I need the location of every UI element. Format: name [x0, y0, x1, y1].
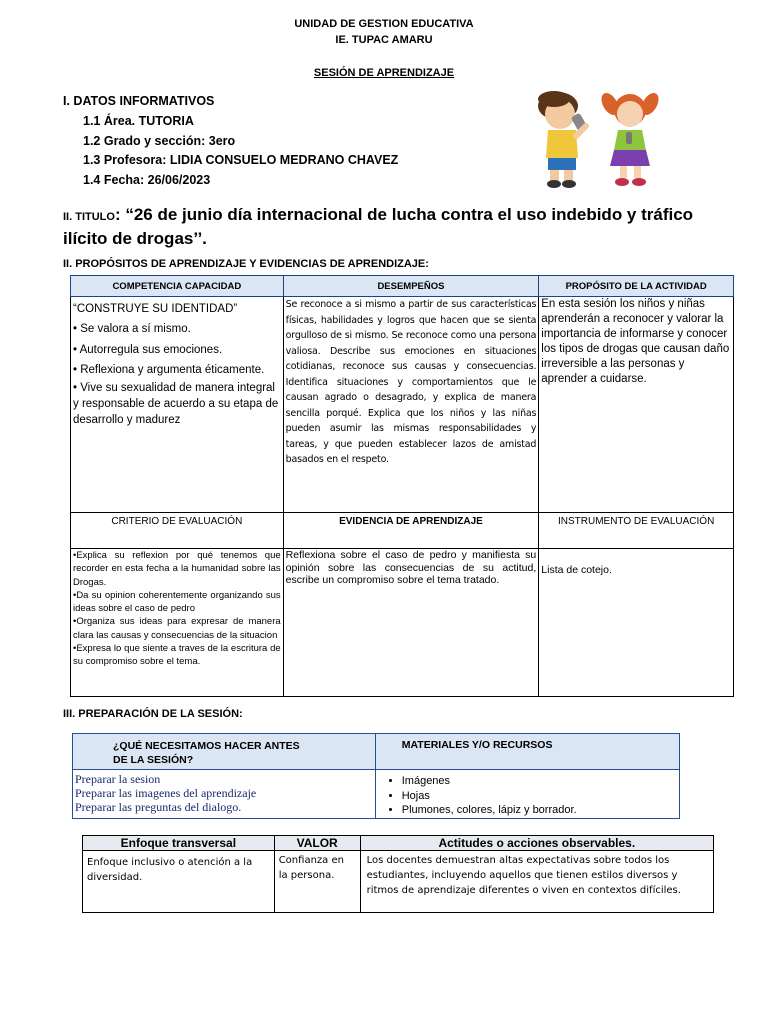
col-antes: ¿QUÉ NECESITAMOS HACER ANTES DE LA SESIÓN? [73, 734, 376, 770]
competencia-title: “CONSTRUYE SU IDENTIDAD” [73, 303, 238, 315]
actitudes-cell: Los docentes demuestran altas expectativas sobre todos los estudiantes, incluyendo aquellos que tienen estilos diversos y ritmos de aprendizaje diferentes o viven en contextos difíciles. [360, 851, 713, 913]
school-unit: UNIDAD DE GESTION EDUCATIVA [294, 18, 474, 30]
material-item: • Hojas [402, 789, 677, 804]
col-proposito: PROPÓSITO DE LA ACTIVIDAD [539, 276, 734, 297]
instrumento-cell: Lista de cotejo. [539, 549, 734, 697]
material-item: • Plumones, colores, lápiz y borrador. [402, 803, 677, 818]
antes-item: Preparar la sesion [75, 772, 161, 786]
propositos-heading: II. PROPÓSITOS DE APRENDIZAJE Y EVIDENCIAS DE APRENDIZAJE: [63, 258, 429, 270]
criterio-item: •Organiza sus ideas para expresar de manera clara las causas y consecuencias de la situacion [73, 616, 281, 641]
col-evidencia: EVIDENCIA DE APRENDIZAJE [283, 513, 539, 549]
col-desempenos: DESEMPEÑOS [283, 276, 539, 297]
session-title: SESIÓN DE APRENDIZAJE [313, 67, 455, 79]
col-competencia: COMPETENCIA CAPACIDAD [71, 276, 284, 297]
antes-cell [73, 770, 376, 819]
fecha-line: 1.4 Fecha: 26/06/2023 [83, 173, 211, 187]
antes-item: Preparar las preguntas del dialogo. [75, 800, 242, 814]
preparacion-heading: III. PREPARACIÓN DE LA SESIÓN: [63, 708, 243, 720]
profesora-line: 1.3 Profesora: LIDIA CONSUELO MEDRANO CHAVEZ [83, 153, 399, 167]
criterio-item: •Expresa lo que siente a traves de la escritura de su compromiso sobre el tema. [73, 643, 281, 668]
antes-item: Preparar las imagenes del aprendizaje [75, 786, 257, 800]
capacidad-item: • Autorregula sus emociones. [73, 344, 223, 356]
propositos-table [70, 275, 734, 697]
datos-heading: I. DATOS INFORMATIVOS [63, 94, 215, 108]
proposito-cell: En esta sesión los niños y niñas aprenderán a reconocer y valorar la importancia de informarse y conocer los tipos de drogas que causan daño irreversible a las personas y aprender a cuidarse. [539, 297, 734, 513]
col-instrumento: INSTRUMENTO DE EVALUACIÓN [539, 513, 734, 549]
col-actitudes: Actitudes o acciones observables. [360, 836, 713, 851]
grado-line: 1.2 Grado y sección: 3ero [83, 134, 236, 148]
capacidad-item: • Se valora a sí mismo. [73, 323, 191, 335]
boy-figure [538, 91, 587, 188]
criterios-cell [71, 549, 284, 697]
materiales-cell [375, 770, 679, 819]
capacidad-item: • Reflexiona y argumenta éticamente. [73, 364, 265, 376]
enfoque-cell: Enfoque inclusivo o atención a la diversidad. [83, 851, 275, 913]
desempenos-cell: Se reconoce a si mismo a partir de sus características físicas, habilidades y logros que hacen que se sienta orgulloso de si mismo. Se reconoce como una persona valiosa. Describe sus emociones en situaciones cotidianas, reconoce sus causas y consecuencias. Identifica situaciones y comportamientos que le causan agrado o desagrado, y explica de manera sencilla porqué. Explica que los niños y las niñas pueden asumir las mismas responsabilidades y tareas, y que pueden establecer lazos de amistad basados en el respeto. [283, 297, 539, 513]
col-materiales: MATERIALES Y/O RECURSOS [375, 734, 679, 770]
school-name: IE. TUPAC AMARU [335, 34, 433, 46]
col-valor: VALOR [274, 836, 360, 851]
criterio-item: •Explica su reflexion por qué tenemos que recorder en esta fecha a la humanidad sobre las Drogas. [73, 550, 281, 588]
titulo-prefix: II. TITULO [63, 211, 115, 223]
titulo-text: : “26 de junio día internacional de lucha contra el uso indebido y tráfico ilícito de drogas’’. [63, 205, 694, 248]
evidencia-cell: Reflexiona sobre el caso de pedro y manifiesta su opinión sobre las consecuencias de su actitud, escribe un compromiso sobre el tema tratado. [283, 549, 539, 697]
competencia-cell [71, 297, 284, 513]
criterio-item: •Da su opinion coherentemente organizando sus ideas sobre el caso de pedro [73, 589, 281, 615]
col-enfoque: Enfoque transversal [83, 836, 275, 851]
area-line: 1.1 Área. TUTORIA [83, 114, 194, 128]
preparacion-table [72, 733, 680, 819]
material-item: • Imágenes [402, 774, 677, 789]
children-illustration [518, 86, 670, 190]
valor-cell: Confianza en la persona. [274, 851, 360, 913]
col-criterio: CRITERIO DE EVALUACIÓN [71, 513, 284, 549]
capacidad-item: • Vive su sexualidad de manera integral y responsable de acuerdo a su etapa de desarrollo y madurez [73, 382, 279, 426]
enfoque-table [82, 835, 714, 913]
girl-figure [598, 90, 662, 186]
titulo [63, 204, 703, 250]
